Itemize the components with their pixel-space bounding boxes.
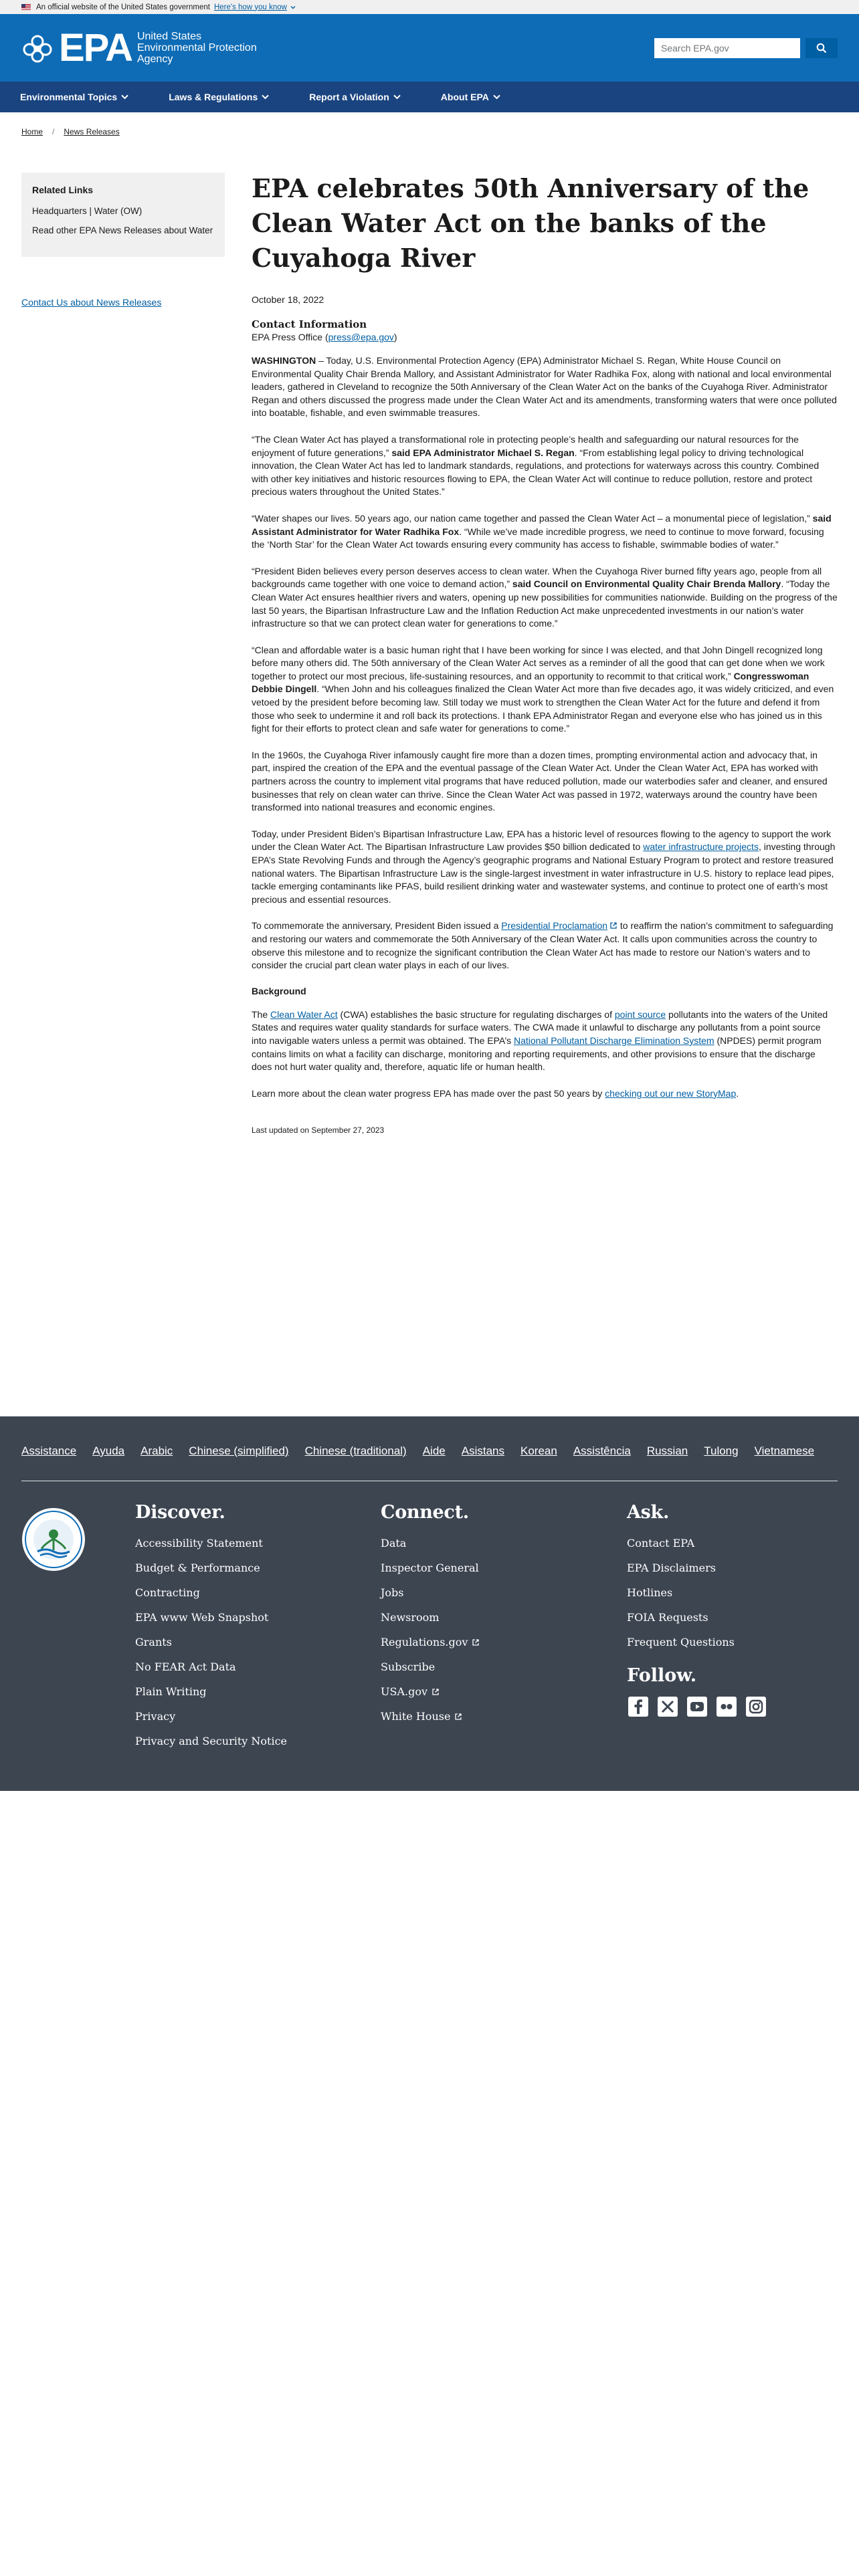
- agency-name: [137, 31, 257, 65]
- footer-link[interactable]: EPA www Web Snapshot: [135, 1611, 269, 1624]
- related-link-headquarters-water[interactable]: Headquarters | Water (OW): [32, 206, 142, 216]
- paragraph-fox-quote: [252, 512, 838, 552]
- chevron-down-icon: [262, 94, 269, 100]
- breadcrumb-separator: /: [52, 127, 55, 136]
- paragraph-text: “Clean and affordable water is a basic human right that I have been working for since I was elected, and that John Dingell recognized long before many others did. The 50th anniversary of the Clean Water Act serves as a reminder of all the good that can get done when we work together to protect our most precious, life-sustaining resources, and an opportunity to recommit to that critical work,”: [252, 644, 825, 681]
- nav-label: Environmental Topics: [20, 92, 118, 102]
- nav-report-violation[interactable]: [306, 92, 404, 102]
- us-flag-icon: [21, 4, 31, 10]
- paragraph-text: Today, under President Biden’s Bipartisan Infrastructure Law, EPA has a historic level of resources flowing to the agency to support the work under the Clean Water Act. The Bipartisan Infrastructure Law provides $50 billion dedicated to: [252, 828, 832, 853]
- search-button[interactable]: [805, 38, 838, 58]
- footer-discover: [135, 1502, 287, 1753]
- footer-link-label: White House: [381, 1710, 451, 1723]
- footer-link[interactable]: EPA Disclaimers: [627, 1562, 717, 1574]
- facebook-icon[interactable]: [627, 1695, 650, 1718]
- paragraph-dingell-quote: [252, 644, 838, 736]
- language-link[interactable]: Assistance: [21, 1444, 77, 1457]
- speaker-attribution: Congresswoman Debbie Dingell: [252, 670, 809, 695]
- water-infrastructure-link[interactable]: water infrastructure projects: [643, 841, 759, 853]
- instagram-icon[interactable]: [745, 1695, 767, 1718]
- nav-label: Report a Violation: [309, 92, 389, 102]
- last-updated: Last updated on September 27, 2023: [252, 1125, 385, 1136]
- logo-text: EPA: [59, 25, 132, 70]
- footer-link[interactable]: Data: [381, 1537, 407, 1549]
- paragraph-text: Learn more about the clean water progress EPA has made over the past 50 years by: [252, 1087, 605, 1099]
- language-link[interactable]: Assistência: [573, 1444, 631, 1457]
- paragraph-infrastructure: [252, 828, 838, 907]
- footer-link-usagov[interactable]: [381, 1679, 480, 1704]
- chevron-down-icon[interactable]: [290, 4, 296, 11]
- language-link[interactable]: Aide: [422, 1444, 446, 1457]
- paragraph-text: “The Clean Water Act has played a transformational role in protecting people’s health and safeguarding our natural resources for the enjoyment of future generations,”: [252, 433, 799, 458]
- paragraph-text: (CWA) establishes the basic structure for regulating discharges of: [337, 1008, 615, 1020]
- footer-link[interactable]: Contracting: [135, 1586, 200, 1599]
- breadcrumb-news-releases[interactable]: News Releases: [64, 127, 120, 136]
- footer-link[interactable]: Inspector General: [381, 1562, 479, 1574]
- site-footer: [0, 1416, 859, 1791]
- external-link-icon: [454, 1713, 462, 1721]
- footer-link[interactable]: Subscribe: [381, 1660, 436, 1673]
- presidential-proclamation-link[interactable]: Presidential Proclamation: [501, 920, 608, 932]
- footer-link[interactable]: FOIA Requests: [627, 1611, 708, 1624]
- heres-how-you-know-link[interactable]: Here's how you know: [213, 3, 287, 11]
- epa-logo[interactable]: [21, 25, 257, 70]
- page-title: EPA celebrates 50th Anniversary of the Clean Water Act on the banks of the Cuyahoga River: [252, 173, 809, 273]
- nav-label: Laws & Regulations: [169, 92, 258, 102]
- footer-link-regulations[interactable]: [381, 1630, 480, 1654]
- footer-link[interactable]: Plain Writing: [135, 1685, 207, 1698]
- agency-line-1: United States: [136, 31, 202, 42]
- epa-seal-icon[interactable]: [21, 1507, 86, 1572]
- language-link[interactable]: Arabic: [140, 1444, 173, 1457]
- footer-link[interactable]: Newsroom: [381, 1611, 440, 1624]
- related-links-box: [21, 173, 225, 257]
- paragraph-storymap: [252, 1087, 838, 1101]
- paragraph-proclamation: [252, 920, 838, 972]
- footer-link[interactable]: Frequent Questions: [627, 1636, 735, 1648]
- article: [252, 171, 838, 1135]
- release-date: October 18, 2022: [252, 294, 324, 305]
- footer-connect: [381, 1502, 480, 1729]
- search-form: [654, 38, 838, 58]
- agency-line-2: Environmental Protection: [136, 42, 257, 53]
- related-links-heading: Related Links: [32, 185, 94, 195]
- contact-info: [252, 332, 838, 342]
- youtube-icon[interactable]: [686, 1695, 708, 1718]
- speaker-attribution: said EPA Administrator Michael S. Regan: [391, 447, 575, 458]
- site-header: [0, 14, 859, 82]
- clean-water-act-link[interactable]: Clean Water Act: [270, 1008, 338, 1020]
- main-nav: [0, 82, 859, 112]
- paragraph-text: – Today, U.S. Environmental Protection Agency (EPA) Administrator Michael S. Regan, White House Council on Environmental Quality Chair Brenda Mallory, and Assistant Administrator for Water Radhika Fox, along with national and local environmental leaders, gathered in Cleveland to recognize the 50th Anniversary of the Clean Water Act on the banks of the Cuyahoga River. Administrator Regan and others discussed the progress made under the Clean Water Act and its amendments, transforming waters that were once polluted into boatable, fishable, and even swimmable treasures.: [252, 355, 837, 419]
- paragraph-mallory-quote: [252, 565, 838, 631]
- nav-about-epa[interactable]: [438, 92, 504, 102]
- search-input[interactable]: [654, 38, 800, 58]
- paragraph-text: (NPDES) permit program contains limits on what a facility can discharge, monitoring and reporting requirements, and other provisions to ensure that the discharge does not hurt water quality and, therefore, aquatic life or human health.: [252, 1035, 822, 1073]
- paragraph-text: “President Biden believes every person deserves access to clean water. When the Cuyahoga River burned fifty years ago, people from all backgrounds came together with one voice to demand action,”: [252, 565, 822, 590]
- language-link[interactable]: Chinese (simplified): [189, 1444, 289, 1457]
- nav-environmental-topics[interactable]: [17, 92, 132, 102]
- footer-link-label: USA.gov: [381, 1685, 427, 1698]
- footer-link[interactable]: Jobs: [381, 1586, 404, 1599]
- breadcrumb: [21, 127, 120, 136]
- paragraph-background: [252, 1008, 838, 1074]
- paragraph-text: “Water shapes our lives. 50 years ago, our nation came together and passed the Clean Water Act – a monumental piece of legislation,”: [252, 512, 813, 524]
- language-link[interactable]: Tulong: [704, 1444, 739, 1457]
- external-link-icon: [609, 922, 617, 930]
- ask-heading: Ask.: [627, 1502, 670, 1523]
- contact-us-link[interactable]: Contact Us about News Releases: [21, 297, 162, 308]
- language-link[interactable]: Russian: [646, 1444, 688, 1457]
- language-link[interactable]: Korean: [520, 1444, 557, 1457]
- footer-link[interactable]: Privacy: [135, 1710, 176, 1723]
- epa-flower-icon: [21, 32, 54, 64]
- footer-link[interactable]: Contact EPA: [627, 1537, 695, 1549]
- footer-link[interactable]: No FEAR Act Data: [135, 1660, 236, 1673]
- npdes-link[interactable]: National Pollutant Discharge Elimination System: [513, 1035, 714, 1046]
- footer-link[interactable]: Accessibility Statement: [135, 1537, 263, 1549]
- follow-heading: Follow.: [627, 1665, 697, 1686]
- footer-link[interactable]: Grants: [135, 1636, 172, 1648]
- contact-info-heading: Contact Information: [252, 318, 367, 330]
- press-email-link[interactable]: press@epa.gov: [328, 332, 394, 342]
- related-link-news-releases-water[interactable]: Read other EPA News Releases about Water: [32, 225, 213, 235]
- footer-link[interactable]: Hotlines: [627, 1586, 673, 1599]
- paragraph-text: To commemorate the anniversary, President Biden issued a: [252, 920, 502, 932]
- external-link-icon: [472, 1638, 480, 1646]
- agency-line-3: Agency: [136, 53, 173, 65]
- search-icon: [816, 43, 827, 53]
- background-heading: Background: [252, 985, 306, 996]
- paragraph-text: . “Today the Clean Water Act ensures healthier rivers and waters, opening up new possibilities for communities nationwide. Building on the progress of the last 50 years, the Bipartisan Infrastructure Law and the Inflation Reduction Act make unprecedented investments in our nation’s water infrastructure so that we can protect clean water for generations to come.”: [252, 578, 838, 629]
- language-link[interactable]: Ayuda: [92, 1444, 125, 1457]
- chevron-down-icon: [121, 94, 128, 100]
- external-link-icon: [432, 1688, 440, 1696]
- nav-label: About EPA: [440, 92, 489, 102]
- chevron-down-icon: [493, 94, 500, 100]
- contact-office: EPA Press Office (: [252, 332, 328, 342]
- paragraph-text: . “When John and his colleagues finalized the Clean Water Act more than five decades ago, it was widely criticized, and even vetoed by the president before becoming law. Still today we must work to strengthen the Clean Water Act for the future and defend it from those who seek to undermine it and roll back its protections. I thank EPA Administrator Regan and everyone else who has joined us in this fight for their efforts to protect clean and safe water for generations to come.”: [252, 683, 834, 734]
- breadcrumb-home[interactable]: Home: [21, 127, 43, 136]
- point-source-link[interactable]: point source: [614, 1008, 666, 1020]
- footer-link-label: Regulations.gov: [381, 1636, 468, 1648]
- dateline: WASHINGTON: [252, 355, 316, 366]
- speaker-attribution: said Council on Environmental Quality Chair Brenda Mallory: [512, 578, 781, 590]
- paragraph-text: . “From establishing legal policy to driving technological innovation, the Clean Water Act has led to landmark standards, regulations, and protections for waterways across this country. Combined with other key initiatives and historic resources flowing to EPA, the Clean Water Act will continue to reduce pollution, restore and protect precious waters throughout the United States.”: [252, 447, 820, 498]
- paragraph-text: .: [736, 1087, 739, 1099]
- discover-heading: Discover.: [135, 1502, 225, 1523]
- language-link: Vietnamese: [754, 1444, 815, 1457]
- gov-banner: [0, 0, 859, 14]
- paragraph-text: , investing through EPA’s State Revolving Funds and through the Agency’s geographic programs and National Estuary Program to protect and restore treasured national waters. The Bipartisan Infrastructure Law is the single-largest investment in water infrastructure in U.S. history to replace lead pipes, tackle emerging contaminants like PFAS, build resilient drinking water and wastewater systems, and continue to protect one of earth’s most precious and essential resources.: [252, 841, 836, 905]
- flickr-icon[interactable]: [715, 1695, 738, 1718]
- paragraph-history: In the 1960s, the Cuyahoga River infamously caught fire more than a dozen times, prompting environmental action and advocacy that, in part, inspired the creation of the EPA and the eventual passage of the Clean Water Act. Under the Clean Water Act, EPA has worked with partners across the country to implement vital programs that have reduced pollution, made our waterbodies safer and cleaner, and ensured businesses that rely on clean water can thrive. Since the Clean Water Act was passed in 1972, waterways around the country have been transformed into national treasures and economic engines.: [252, 749, 828, 813]
- paragraph-text: The: [252, 1008, 271, 1020]
- footer-ask: [627, 1502, 774, 1718]
- language-links: [21, 1444, 814, 1458]
- paragraph-text: pollutants into the waters of the United States and requires water quality standards for surface waters. The CWA made it unlawful to discharge any pollutants from a point source into navigable waters unless a permit was obtained. The EPA’s: [252, 1008, 828, 1046]
- gov-banner-text: An official website of the United States government: [36, 3, 210, 11]
- footer-link[interactable]: Privacy and Security Notice: [135, 1735, 287, 1747]
- paragraph-text: . “While we’ve made incredible progress, we need to continue to move forward, focusing the ‘North Star’ for the Clean Water Act towards ensuring every community has access to fishable, swimmable bodies of water.”: [252, 526, 824, 550]
- storymap-link[interactable]: checking out our new StoryMap: [605, 1087, 737, 1099]
- speaker-attribution: said Assistant Administrator for Water Radhika Fox: [252, 512, 832, 537]
- social-links: [627, 1695, 774, 1718]
- language-link[interactable]: Chinese (traditional): [304, 1444, 407, 1457]
- x-icon[interactable]: [656, 1695, 679, 1718]
- footer-link-white-house[interactable]: [381, 1704, 480, 1729]
- footer-link[interactable]: Budget & Performance: [135, 1562, 260, 1574]
- language-link[interactable]: Asistans: [461, 1444, 504, 1457]
- chevron-down-icon: [393, 94, 401, 100]
- nav-laws-regulations[interactable]: [165, 92, 272, 102]
- paragraph-regan-quote: [252, 433, 838, 499]
- contact-close: ): [393, 332, 397, 342]
- connect-heading: Connect.: [381, 1502, 469, 1523]
- paragraph-text: to reaffirm the nation’s commitment to safeguarding and restoring our waters and commemorate the 50th Anniversary of the Clean Water Act. It calls upon communities across the country to observe this milestone and to recognize the significant contribution the Clean Water Act has made to restore our Nation’s waters and to consider the crucial part clean water plays in each of our lives.: [252, 920, 834, 971]
- paragraph-intro: [252, 354, 838, 420]
